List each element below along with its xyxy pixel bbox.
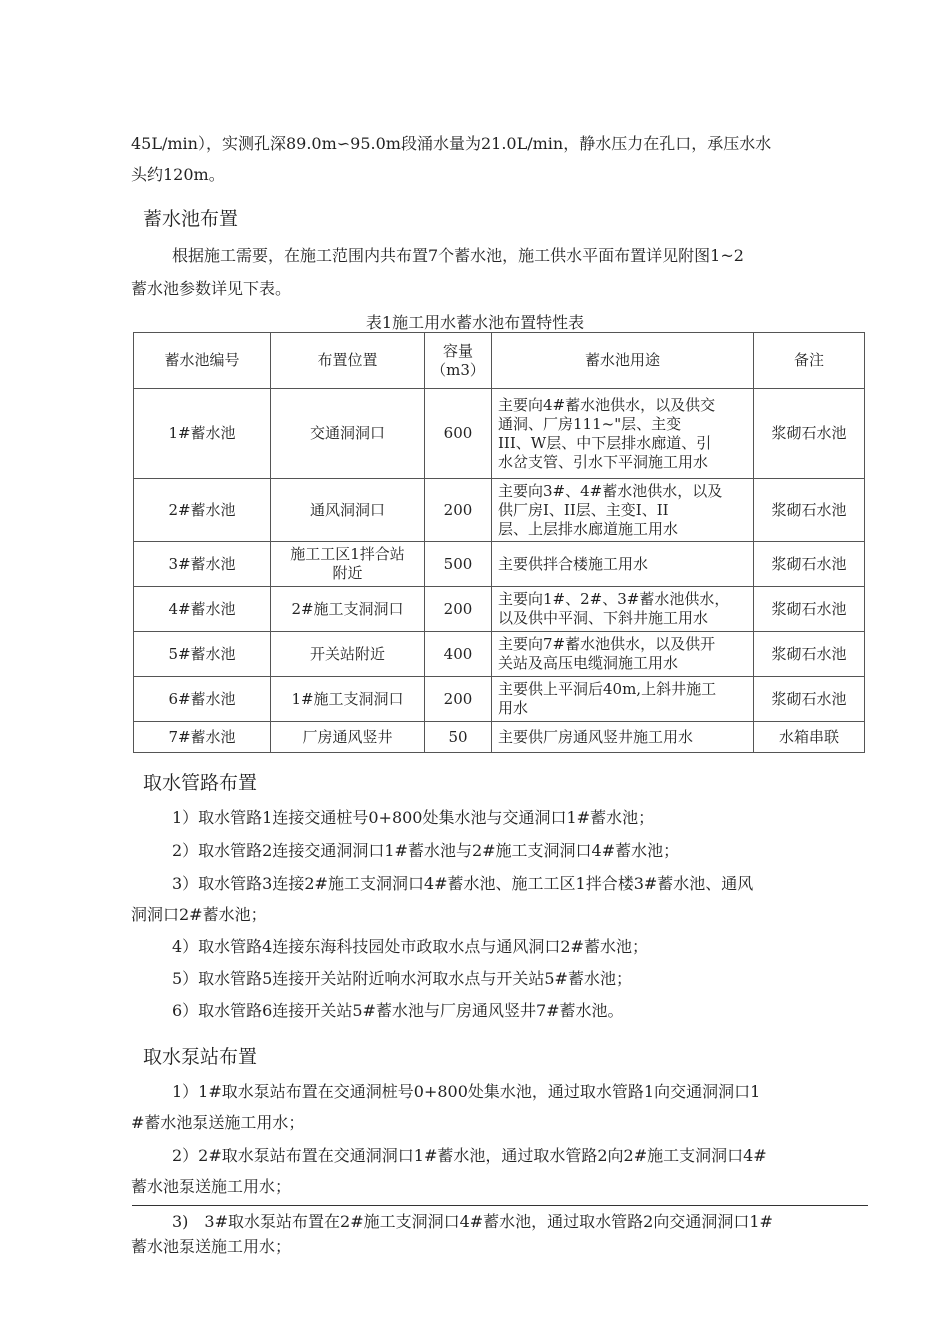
cell-use: 主要向4#蓄水池供水，以及供交 通洞、厂房111~"层、主变 III、W层、中下层排水廊道、引 水岔支管、引水下平洞施工用水 xyxy=(492,389,754,479)
pipeline-item: 1）取水管路1连接交通桩号0+800处集水池与交通洞口1#蓄水池； xyxy=(172,808,655,827)
pump-item: 1）1#取水泵站布置在交通洞桩号0+800处集水池，通过取水管路1向交通洞洞口1 xyxy=(172,1082,761,1101)
table-row xyxy=(134,677,865,722)
cell-location: 开关站附近 xyxy=(271,632,425,677)
cell-id: 6#蓄水池 xyxy=(134,677,271,722)
cell-note: 浆砌石水池 xyxy=(754,389,865,479)
pump-item-continued: 蓄水池泵送施工用水； xyxy=(131,1237,292,1256)
cell-note: 水箱串联 xyxy=(754,722,865,753)
cell-use: 主要向1#、2#、3#蓄水池供水， 以及供中平洞、下斜井施工用水 xyxy=(492,587,754,632)
footnote-divider xyxy=(132,1205,868,1206)
cell-id: 7#蓄水池 xyxy=(134,722,271,753)
cell-location: 交通洞洞口 xyxy=(271,389,425,479)
pump-item: 3) 3#取水泵站布置在2#施工支洞洞口4#蓄水池，通过取水管路2向交通洞洞口1# xyxy=(172,1212,773,1231)
pipeline-item: 3）取水管路3连接2#施工支洞洞口4#蓄水池、施工工区1拌合楼3#蓄水池、通风 xyxy=(172,874,754,893)
intro-line-1: 45L/min），实测孔深89.0m∽95.0m段涌水量为21.0L/min，静水压力在孔口，承压水水 xyxy=(131,134,772,153)
table-row xyxy=(134,587,865,632)
section-heading-pipeline: 取水管路布置 xyxy=(143,772,258,794)
reservoir-para-line-2: 蓄水池参数详见下表。 xyxy=(131,279,292,298)
cell-use: 主要供厂房通风竖井施工用水 xyxy=(492,722,754,753)
cell-capacity: 50 xyxy=(425,722,492,753)
pipeline-item: 5）取水管路5连接开关站附近响水河取水点与开关站5#蓄水池； xyxy=(172,969,632,988)
pipeline-item: 2）取水管路2连接交通洞洞口1#蓄水池与2#施工支洞洞口4#蓄水池； xyxy=(172,841,680,860)
pump-item-continued: 蓄水池泵送施工用水； xyxy=(131,1177,292,1196)
cell-capacity: 500 xyxy=(425,542,492,587)
cell-location: 2#施工支洞洞口 xyxy=(271,587,425,632)
intro-line-2: 头约120m。 xyxy=(131,165,225,184)
cell-capacity: 200 xyxy=(425,677,492,722)
cell-note: 浆砌石水池 xyxy=(754,632,865,677)
cell-use: 主要向7#蓄水池供水，以及供开 关站及高压电缆洞施工用水 xyxy=(492,632,754,677)
cell-id: 1#蓄水池 xyxy=(134,389,271,479)
cell-use: 主要向3#、4#蓄水池供水，以及 供厂房I、II层、主变I、II 层、上层排水廊道施工用水 xyxy=(492,479,754,542)
cell-id: 4#蓄水池 xyxy=(134,587,271,632)
section-heading-pump-station: 取水泵站布置 xyxy=(143,1046,258,1068)
pump-item-continued: #蓄水池泵送施工用水； xyxy=(131,1113,305,1132)
cell-location: 施工工区1拌合站 附近 xyxy=(271,542,425,587)
cell-note: 浆砌石水池 xyxy=(754,479,865,542)
reservoir-para-line-1: 根据施工需要，在施工范围内共布置7个蓄水池，施工供水平面布置详见附图1~2 xyxy=(172,246,744,265)
pipeline-item: 4）取水管路4连接东海科技园处市政取水点与通风洞口2#蓄水池； xyxy=(172,937,648,956)
cell-capacity: 400 xyxy=(425,632,492,677)
table-row xyxy=(134,389,865,479)
cell-use: 主要供拌合楼施工用水 xyxy=(492,542,754,587)
cell-note: 浆砌石水池 xyxy=(754,677,865,722)
table-row xyxy=(134,479,865,542)
header-id: 蓄水池编号 xyxy=(134,333,271,389)
cell-capacity: 600 xyxy=(425,389,492,479)
table-row xyxy=(134,722,865,753)
table-header-row xyxy=(134,333,865,389)
cell-location: 厂房通风竖井 xyxy=(271,722,425,753)
cell-note: 浆砌石水池 xyxy=(754,542,865,587)
cell-capacity: 200 xyxy=(425,587,492,632)
table-caption: 表1施工用水蓄水池布置特性表 xyxy=(365,313,585,332)
header-capacity: 容量 （m3） xyxy=(425,333,492,389)
cell-location: 通风洞洞口 xyxy=(271,479,425,542)
cell-note: 浆砌石水池 xyxy=(754,587,865,632)
cell-capacity: 200 xyxy=(425,479,492,542)
cell-id: 2#蓄水池 xyxy=(134,479,271,542)
table-row xyxy=(134,542,865,587)
pump-item: 2）2#取水泵站布置在交通洞洞口1#蓄水池，通过取水管路2向2#施工支洞洞口4# xyxy=(172,1146,767,1165)
pipeline-item: 6）取水管路6连接开关站5#蓄水池与厂房通风竖井7#蓄水池。 xyxy=(172,1001,624,1020)
cell-id: 3#蓄水池 xyxy=(134,542,271,587)
header-use: 蓄水池用途 xyxy=(492,333,754,389)
cell-id: 5#蓄水池 xyxy=(134,632,271,677)
table-row xyxy=(134,632,865,677)
cell-location: 1#施工支洞洞口 xyxy=(271,677,425,722)
header-location: 布置位置 xyxy=(271,333,425,389)
cell-use: 主要供上平洞后40m,上斜井施工 用水 xyxy=(492,677,754,722)
header-note: 备注 xyxy=(754,333,865,389)
reservoir-table xyxy=(133,332,865,753)
section-heading-reservoir: 蓄水池布置 xyxy=(143,208,239,230)
pipeline-item-continued: 洞洞口2#蓄水池； xyxy=(131,905,267,924)
